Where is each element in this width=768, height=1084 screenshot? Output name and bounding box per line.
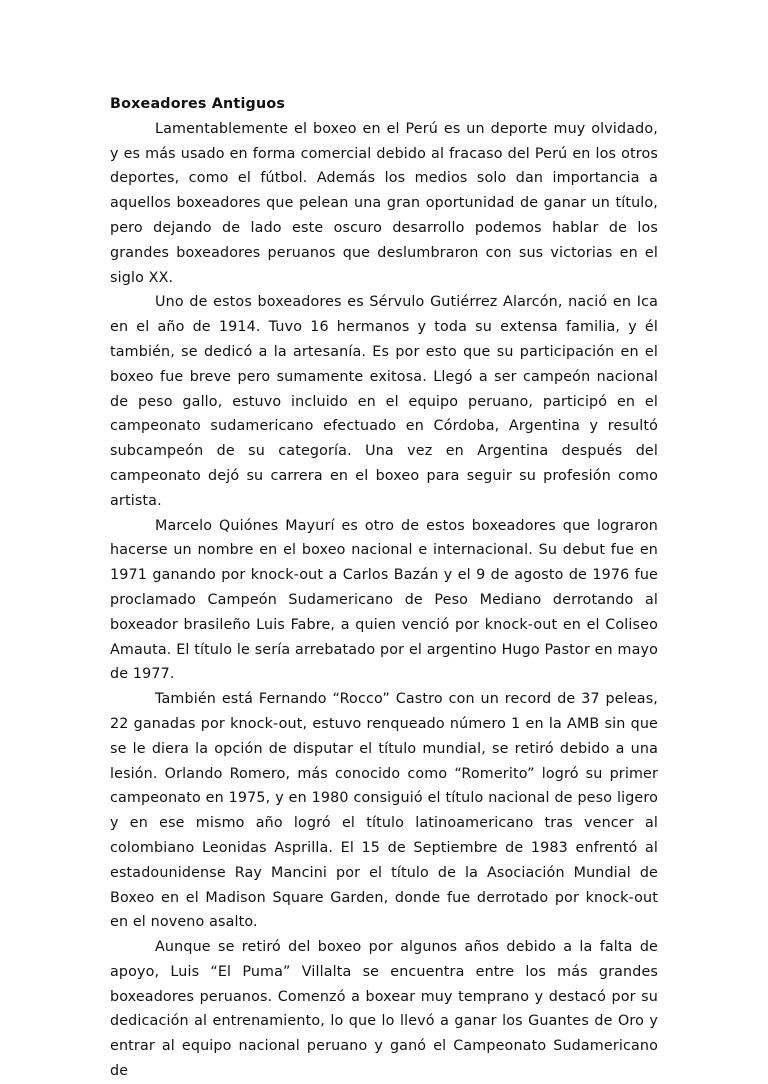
document-page — [110, 92, 658, 1080]
paragraph-2: Uno de estos boxeadores es Sérvulo Gutiérrez Alarcón, nació en Ica en el año de 1914. Tuvo 16 hermanos y toda su extensa familia, y él también, se dedicó a la artesanía. Es por esto que su participación en el boxeo fue breve pero sumamente exitosa. Llegó a ser campeón nacional de peso gallo, estuvo incluido en el equipo peruano, participó en el campeonato sudamericano efectuado en Córdoba, Argentina y resultó subcampeón de su categoría. Una vez en Argentina después del campeonato dejó su carrera en el boxeo para seguir su profesión como artista. — [110, 294, 658, 509]
document-title: Boxeadores Antiguos — [110, 96, 286, 112]
paragraph-5: Aunque se retiró del boxeo por algunos años debido a la falta de apoyo, Luis “El Puma” Villalta se encuentra entre los más grandes boxeadores peruanos. Comenzó a boxear muy temprano y destacó por su dedicación al entrenamiento, lo que lo llevó a ganar los Guantes de Oro y entrar al equipo nacional peruano y ganó el Campeonato Sudamericano de — [110, 939, 658, 1080]
paragraph-4: También está Fernando “Rocco” Castro con un record de 37 peleas, 22 ganadas por knock-out, estuvo renqueado número 1 en la AMB sin que se le diera la opción de disputar el título mundial, se retiró debido a una lesión. Orlando Romero, más conocido como “Romerito” logró su primer campeonato en 1975, y en 1980 consiguió el título nacional de peso ligero y en ese mismo año logró el título latinoamericano tras vencer al colombiano Leonidas Asprilla. El 15 de Septiembre de 1983 enfrentó al estadounidense Ray Mancini por el título de la Asociación Mundial de Boxeo en el Madison Square Garden, donde fue derrotado por knock-out en el noveno asalto. — [110, 691, 658, 931]
paragraph-3: Marcelo Quiónes Mayurí es otro de estos boxeadores que lograron hacerse un nombre en el boxeo nacional e internacional. Su debut fue en 1971 ganando por knock-out a Carlos Bazán y el 9 de agosto de 1976 fue proclamado Campeón Sudamericano de Peso Mediano derrotando al boxeador brasileño Luis Fabre, a quien venció por knock-out en el Coliseo Amauta. El título le sería arrebatado por el argentino Hugo Pastor en mayo de 1977. — [110, 517, 658, 683]
paragraph-1: Lamentablemente el boxeo en el Perú es un deporte muy olvidado, y es más usado en forma comercial debido al fracaso del Perú en los otros deportes, como el fútbol. Además los medios solo dan importancia a aquellos boxeadores que pelean una gran oportunidad de ganar un título, pero dejando de lado este oscuro desarrollo podemos hablar de los grandes boxeadores peruanos que deslumbraron con sus victorias en el siglo XX. — [110, 120, 658, 286]
